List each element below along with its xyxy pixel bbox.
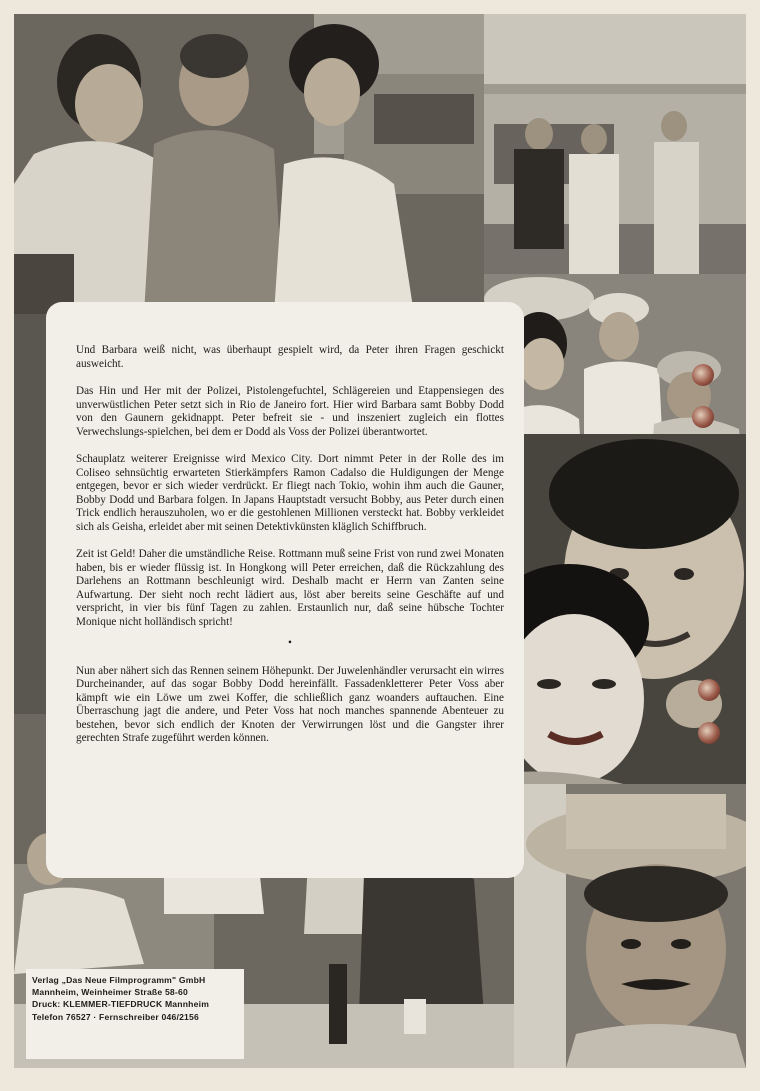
- synopsis-paragraph: Zeit ist Geld! Daher die umständliche Reise. Rottmann muß seine Frist von rund zwei Monaten haben, bis er wieder flüssig ist. In Hongkong will Peter erreichen, daß die Rückzahlung des Darlehens an Rottmann beschleunigt wird. Deshalb macht er Herrn van Zanten seine Aufwartung. Der sieht noch recht lädiert aus, löst aber bereits seine Geschäfte auf und verspricht, in vier bis fünf Tagen zu zahlen. Erstaunlich nur, daß seine hübsche Tochter Monique nicht holländisch spricht!: [76, 548, 504, 628]
- credits-publisher: Verlag „Das Neue Filmprogramm" GmbH: [32, 975, 206, 985]
- synopsis-paragraph: Und Barbara weiß nicht, was überhaupt gespielt wird, da Peter ihren Fragen geschickt ausweicht.: [76, 344, 504, 370]
- synopsis-paragraph: Nun aber nähert sich das Rennen seinem Höhepunkt. Der Juwelenhändler verursacht ein wirres Durcheinander, auf das sogar Bobby Dodd hereinfällt. Fassadenkletterer Peter Voss aber kämpft wie ein Löwe um zwei Koffer, die schließlich ganz woanders auftauchen. Eine Überraschung jagt die andere, und Peter Voss hat noch manches spannende Abenteuer zu bestehen, bevor sich endlich der Knoten der Verwirrungen löst und die Gangster ihrer gerechten Strafe zugeführt werden können.: [76, 664, 504, 744]
- punch-hole-decoration: [698, 679, 720, 701]
- paragraph-separator: •: [288, 637, 292, 649]
- photo-man-straw-hat: [496, 784, 746, 1068]
- photo-closeup-couple: [494, 434, 746, 829]
- punch-hole-decoration: [692, 406, 714, 428]
- program-page: [14, 14, 746, 1068]
- punch-hole-decoration: [692, 364, 714, 386]
- publisher-credits: [26, 969, 244, 1059]
- photo-police-scene: [484, 14, 746, 314]
- synopsis-text-panel: [46, 302, 524, 878]
- credits-address: Mannheim, Weinheimer Straße 58-60: [32, 987, 188, 998]
- credits-phone: Telefon 76527 · Fernschreiber 046/2156: [32, 1011, 199, 1022]
- synopsis-paragraph: Schauplatz weiterer Ereignisse wird Mexico City. Dort nimmt Peter in der Rolle des im Coliseo sehnsüchtig erwarteten Stierkämpfers Ramon Cadalso die Huldigungen der Menge entgegen, bevor er sich wieder verdrückt. Er fliegt nach Tokio, wohin ihm auch die Gauner, Bobby Dodd und Barbara folgen. In Japans Hauptstadt versucht Bobby, aus Peter durch einen Trick endlich herauszuholen, wo er die gestohlenen Millionen versteckt hat. Bobby verkleidet sich als Geisha, erleidet aber mit seinen Detektivkünsten kläglich Schiffbruch.: [76, 453, 504, 533]
- credits-printer: Druck: KLEMMER-TIEFDRUCK Mannheim: [32, 999, 210, 1010]
- synopsis-paragraph: Das Hin und Her mit der Polizei, Pistolengefuchtel, Schlägereien und Etappensiegen des unverwüstlichen Peter setzt sich in Rio de Janeiro fort. Hier wird Barbara samt Bobby Dodd von den Gaunern gekidnappt. Peter befreit sie - und inszeniert zugleich ein flottes Verwechslungs-spielchen, bei dem er Dodd als Voss der Polizei überantwortet.: [76, 385, 504, 438]
- photo-trio-by-car: [14, 14, 484, 314]
- punch-hole-decoration: [698, 722, 720, 744]
